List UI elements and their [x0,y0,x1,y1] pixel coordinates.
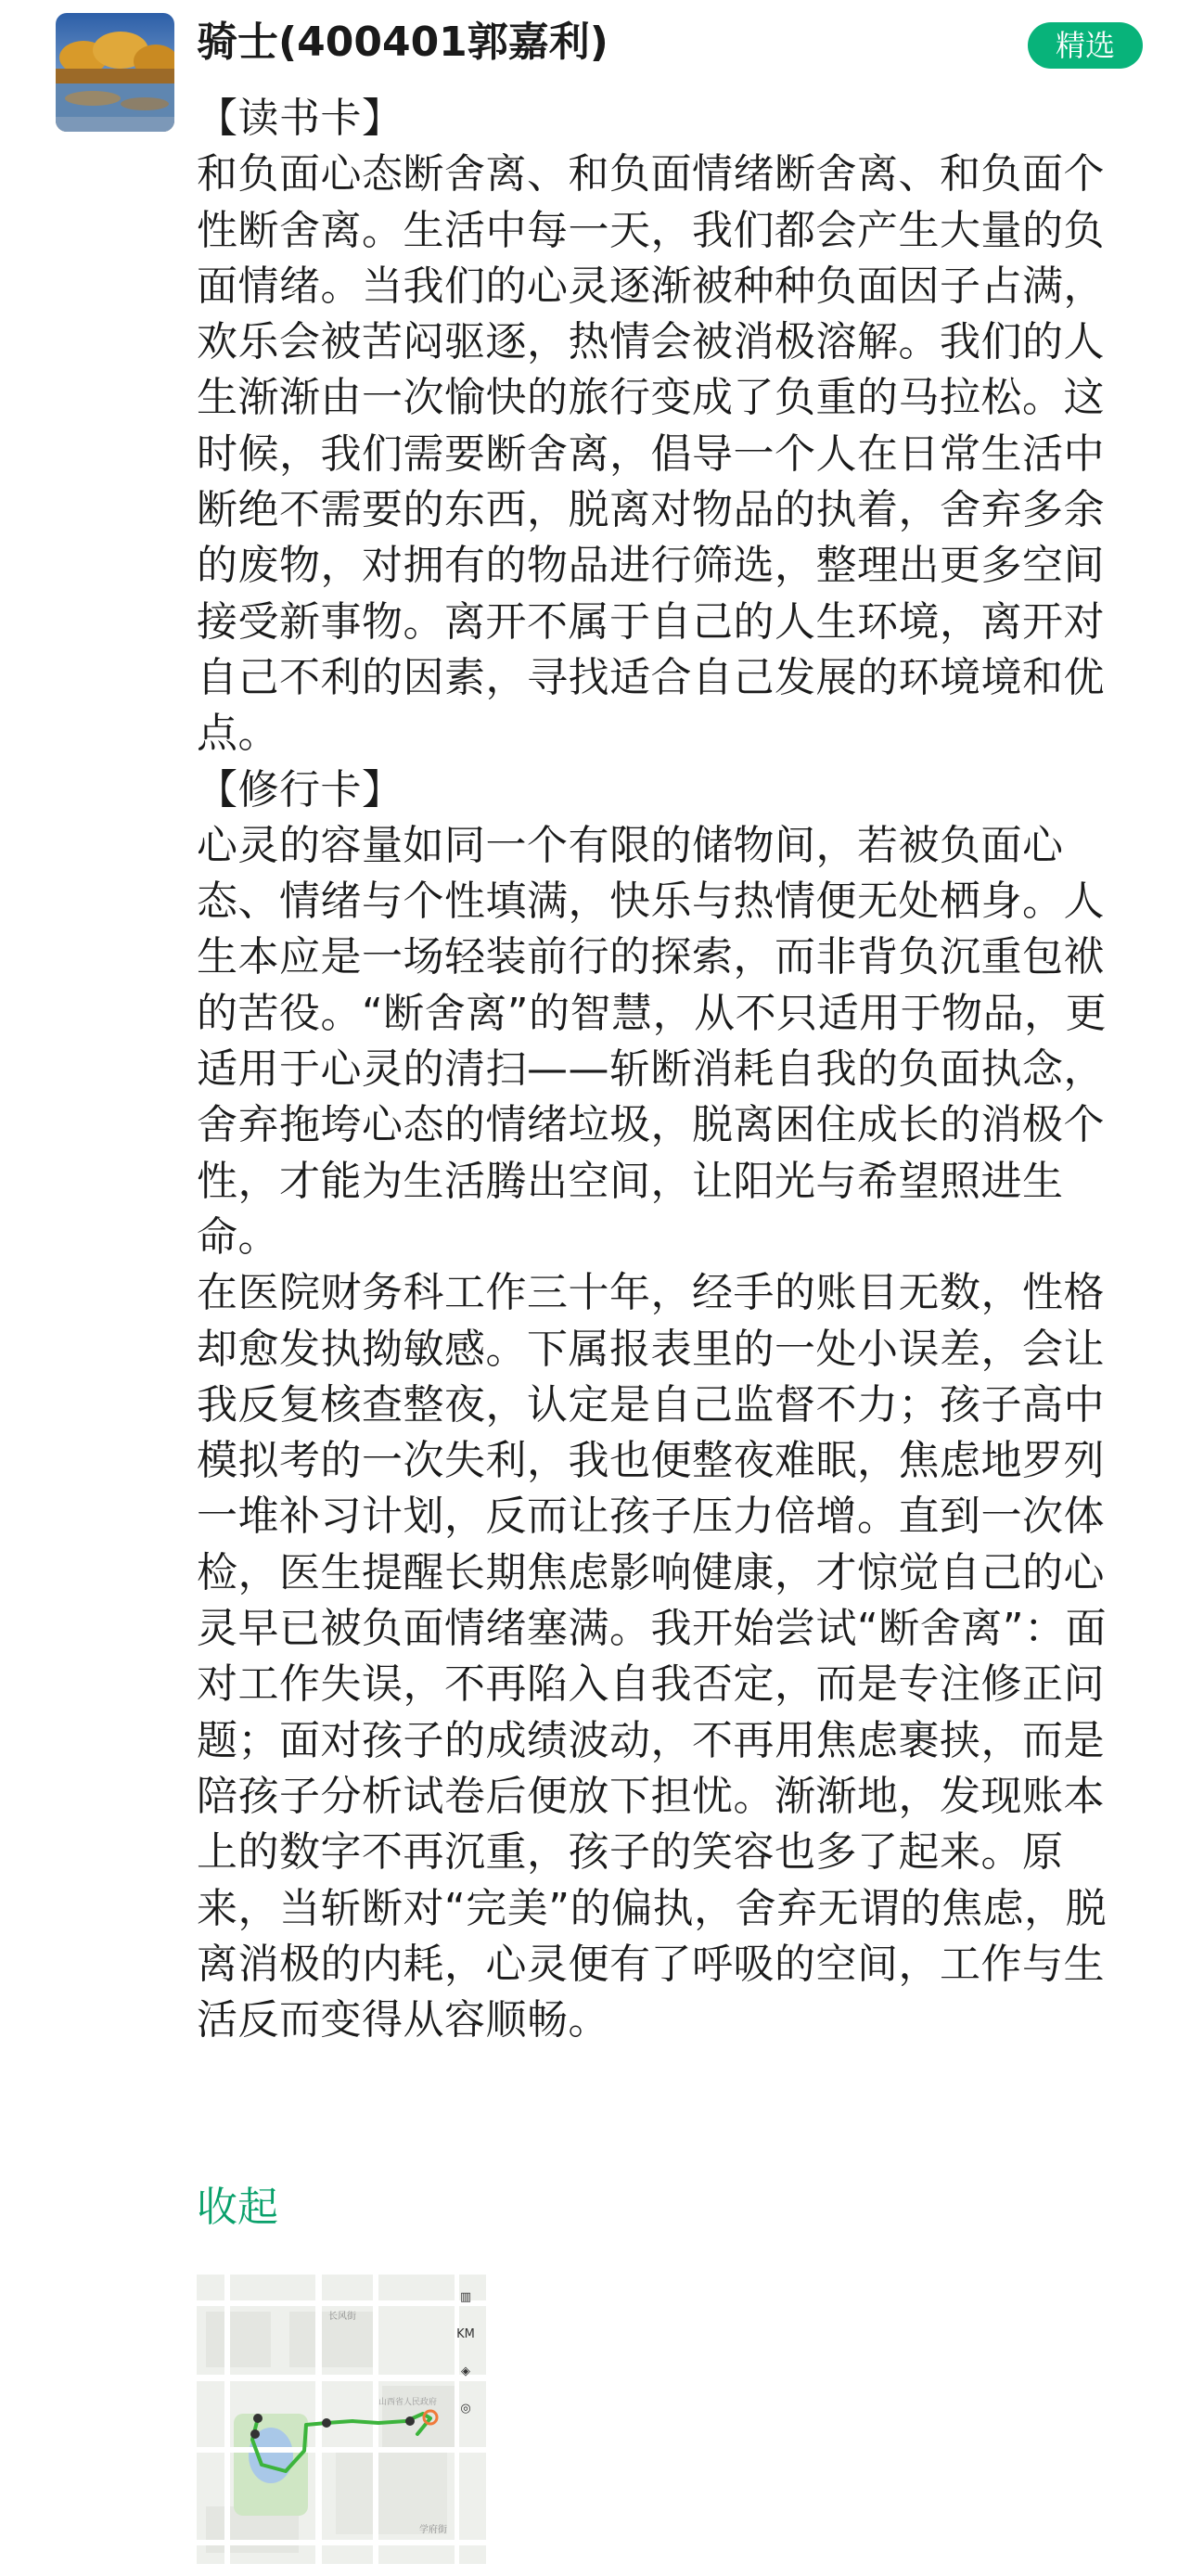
map-toolbar [453,2278,479,2427]
route-marker [250,2429,260,2439]
map-scale-toggle[interactable]: KM [456,2326,475,2341]
avatar-image [56,13,174,132]
featured-badge: 精选 [1028,22,1143,69]
user-avatar[interactable] [56,13,174,132]
experience-paragraph: 在医院财务科工作三十年，经手的账目无数，性格却愈发执拗敏感。下属报表里的一处小误差，会让我反复核查整夜，认定是自己监督不力；孩子高中模拟考的一次失利，我也便整夜难眠，焦虑地罗列一堆补习计划，反而让孩子压力倍增。直到一次体检，医生提醒长期焦虑影响健康，才惊觉自己的心灵早已被负面情绪塞满。我开始尝试“断舍离”：面对工作失误，不再陷入自我否定，而是专注修正问题；面对孩子的成绩波动，不再用焦虑裹挟，而是陪孩子分析试卷后便放下担忧。渐渐地，发现账本上的数字不再沉重，孩子的笑容也多了起来。原来，当斩断对“完美”的偏执，舍弃无谓的焦虑，脱离消极的内耗，心灵便有了呼吸的空间，工作与生活反而变得从容顺畅。 [197,1269,1108,2044]
map-book-icon[interactable]: ▥ [459,2289,472,2304]
collapse-link[interactable]: 收起 [197,2184,278,2231]
route-map-thumbnail[interactable] [197,2275,486,2564]
map-label-xuefu: 学府街 [419,2525,447,2535]
map-label-government: 山西省人民政府 [378,2398,438,2407]
map-label-changfeng: 长风街 [328,2312,356,2322]
section-title-practice: 【修行卡】 [197,765,403,814]
reading-paragraph: 和负面心态断舍离、和负面情绪断舍离、和负面个性断舍离。生活中每一天，我们都会产生大量的负面情绪。当我们的心灵逐渐被种种负面因子占满，欢乐会被苦闷驱逐，热情会被消极溶解。我们的人生渐渐由一次愉快的旅行变成了负重的马拉松。这时候，我们需要断舍离，倡导一个人在日常生活中断绝不需要的东西，脱离对物品的执着，舍弃多余的废物，对拥有的物品进行筛选，整理出更多空间接受新事物。离开不属于自己的人生环境，离开对自己不利的因素，寻找适合自己发展的环境境和优点。 [197,150,1105,758]
route-marker [405,2416,415,2426]
post-body [197,91,1143,2048]
map-image [197,2275,486,2564]
route-marker [322,2418,331,2428]
section-title-reading: 【读书卡】 [197,95,403,142]
map-locate-icon[interactable]: ◎ [460,2401,471,2416]
map-layers-icon[interactable]: ◈ [461,2364,470,2378]
practice-paragraph: 心灵的容量如同一个有限的储物间，若被负面心态、情绪与个性填满，快乐与热情便无处栖身。人生本应是一场轻装前行的探索，而非背负沉重包袱的苦役。“断舍离”的智慧，从不只适用于物品，更适用于心灵的清扫——斩断消耗自我的负面执念，舍弃拖垮心态的情绪垃圾，脱离困住成长的消极个性，才能为生活腾出空间，让阳光与希望照进生命。 [197,821,1108,1261]
route-marker-start [253,2414,263,2423]
username[interactable]: 骑士(400401郭嘉利) [197,19,608,66]
